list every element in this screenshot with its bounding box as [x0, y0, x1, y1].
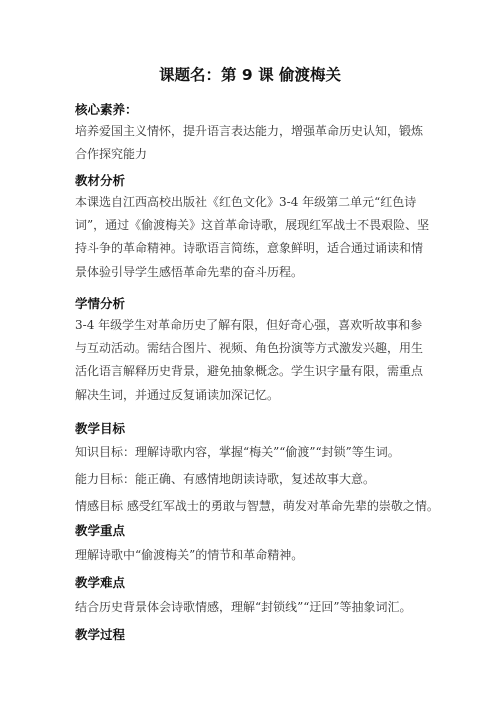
teaching-focus-text: 理解诗歌中“偷渡梅关”的情节和革命精神。 — [75, 548, 304, 562]
teaching-focus-heading: 教学重点 — [75, 523, 126, 538]
page-title: 课题名：第 9 课 偷渡梅关 — [159, 66, 341, 84]
student-analysis-text: 3-4 年级学生对革命历史了解有限，但好奇心强，喜欢听故事和参与互动活动。需结合图片、视频、角色扮演等方式激发兴趣，用生活化语言解释历史背景，避免抽象概念。学生识字量有限，需重点解决生词，并通过反复诵读加深记忆。 — [75, 318, 424, 402]
teaching-difficulty-heading: 教学难点 — [75, 575, 126, 590]
teaching-difficulty-text: 结合历史背景体会诗歌情感，理解“封锁线”“迂回”等抽象词汇。 — [75, 600, 412, 614]
ability-goal: 能力目标：能正确、有感情地朗读诗歌，复述故事大意。 — [75, 472, 376, 486]
teaching-process-heading: 教学过程 — [75, 627, 126, 642]
textbook-analysis-heading: 教材分析 — [75, 173, 126, 188]
knowledge-goal: 知识目标：理解诗歌内容，掌握“梅关”“偷渡”“封锁”等生词。 — [75, 445, 400, 459]
teaching-goals-heading: 教学目标 — [75, 421, 126, 436]
core-literacy-text: 培养爱国主义情怀，提升语言表达能力，增强革命历史认知，锻炼合作探究能力 — [75, 124, 424, 162]
emotion-goal: 情感目标 感受红军战士的勇敢与智慧，萌发对革命先辈的崇敬之情。 — [75, 499, 439, 513]
textbook-analysis-text: 本课选自江西高校出版社《红色文化》3-4 年级第二单元“红色诗词”，通过《偷渡梅关》这首革命诗歌，展现红军战士不畏艰险、坚持斗争的革命精神。诗歌语言简练，意象鲜明，适合通过诵读和情景体验引导学生感悟革命先辈的奋斗历程。 — [75, 195, 430, 279]
core-literacy-heading: 核心素养： — [75, 102, 138, 117]
student-analysis-heading: 学情分析 — [75, 296, 126, 311]
